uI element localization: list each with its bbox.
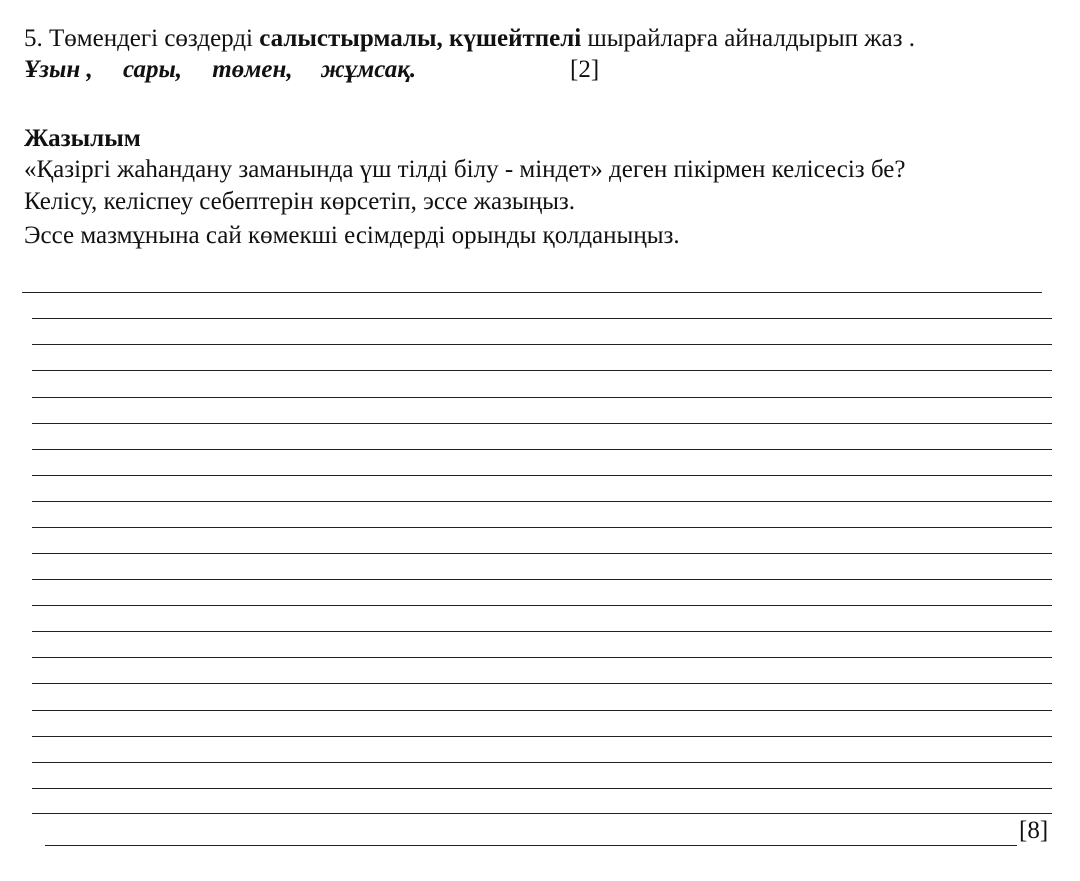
answer-line[interactable]: [32, 736, 1052, 737]
writing-prompt-line: «Қазіргі жаһандану заманында үш тілді білу - міндет» деген пікірмен келісесіз бе?: [24, 156, 906, 183]
writing-prompt-line: Келісу, келіспеу себептерін көрсетіп, эссе жазыңыз.: [24, 188, 576, 215]
answer-line[interactable]: [32, 762, 1052, 763]
answer-line[interactable]: [32, 449, 1052, 450]
answer-line[interactable]: [32, 657, 1052, 658]
task5-word-list: [24, 55, 416, 85]
word-item: Ұзын ,: [24, 56, 93, 83]
answer-line[interactable]: [22, 292, 1042, 293]
answer-line[interactable]: [32, 397, 1052, 398]
answer-line[interactable]: [32, 605, 1052, 606]
answer-line[interactable]: [32, 423, 1052, 424]
writing-heading: Жазылым: [24, 125, 141, 152]
task5-prefix: 5. Төмендегі сөздерді: [24, 25, 260, 52]
word-item: сары,: [123, 56, 183, 83]
word-item: төмен,: [212, 56, 293, 83]
task5-instruction: [24, 24, 915, 54]
answer-line[interactable]: [32, 710, 1052, 711]
word-item: жұмсақ.: [320, 56, 417, 83]
answer-line[interactable]: [32, 579, 1052, 580]
answer-line[interactable]: [45, 845, 1017, 846]
answer-line[interactable]: [32, 527, 1052, 528]
writing-prompt-line: Эссе мазмұнына сай көмекші есімдерді орынды қолданыңыз.: [24, 222, 680, 249]
answer-line[interactable]: [32, 553, 1052, 554]
answer-line[interactable]: [32, 631, 1052, 632]
task5-suffix: шырайларға айналдырып жаз .: [581, 25, 916, 52]
writing-marks: [8]: [1019, 817, 1049, 844]
answer-line[interactable]: [32, 501, 1052, 502]
answer-line[interactable]: [32, 370, 1052, 371]
task5-marks: [2]: [570, 56, 600, 83]
answer-line[interactable]: [32, 475, 1052, 476]
task5-bold-terms: салыстырмалы, күшейтпелі: [259, 25, 582, 52]
answer-line[interactable]: [32, 813, 1052, 814]
answer-line[interactable]: [32, 318, 1052, 319]
answer-line[interactable]: [32, 344, 1052, 345]
answer-line[interactable]: [32, 683, 1052, 684]
answer-line[interactable]: [32, 788, 1052, 789]
